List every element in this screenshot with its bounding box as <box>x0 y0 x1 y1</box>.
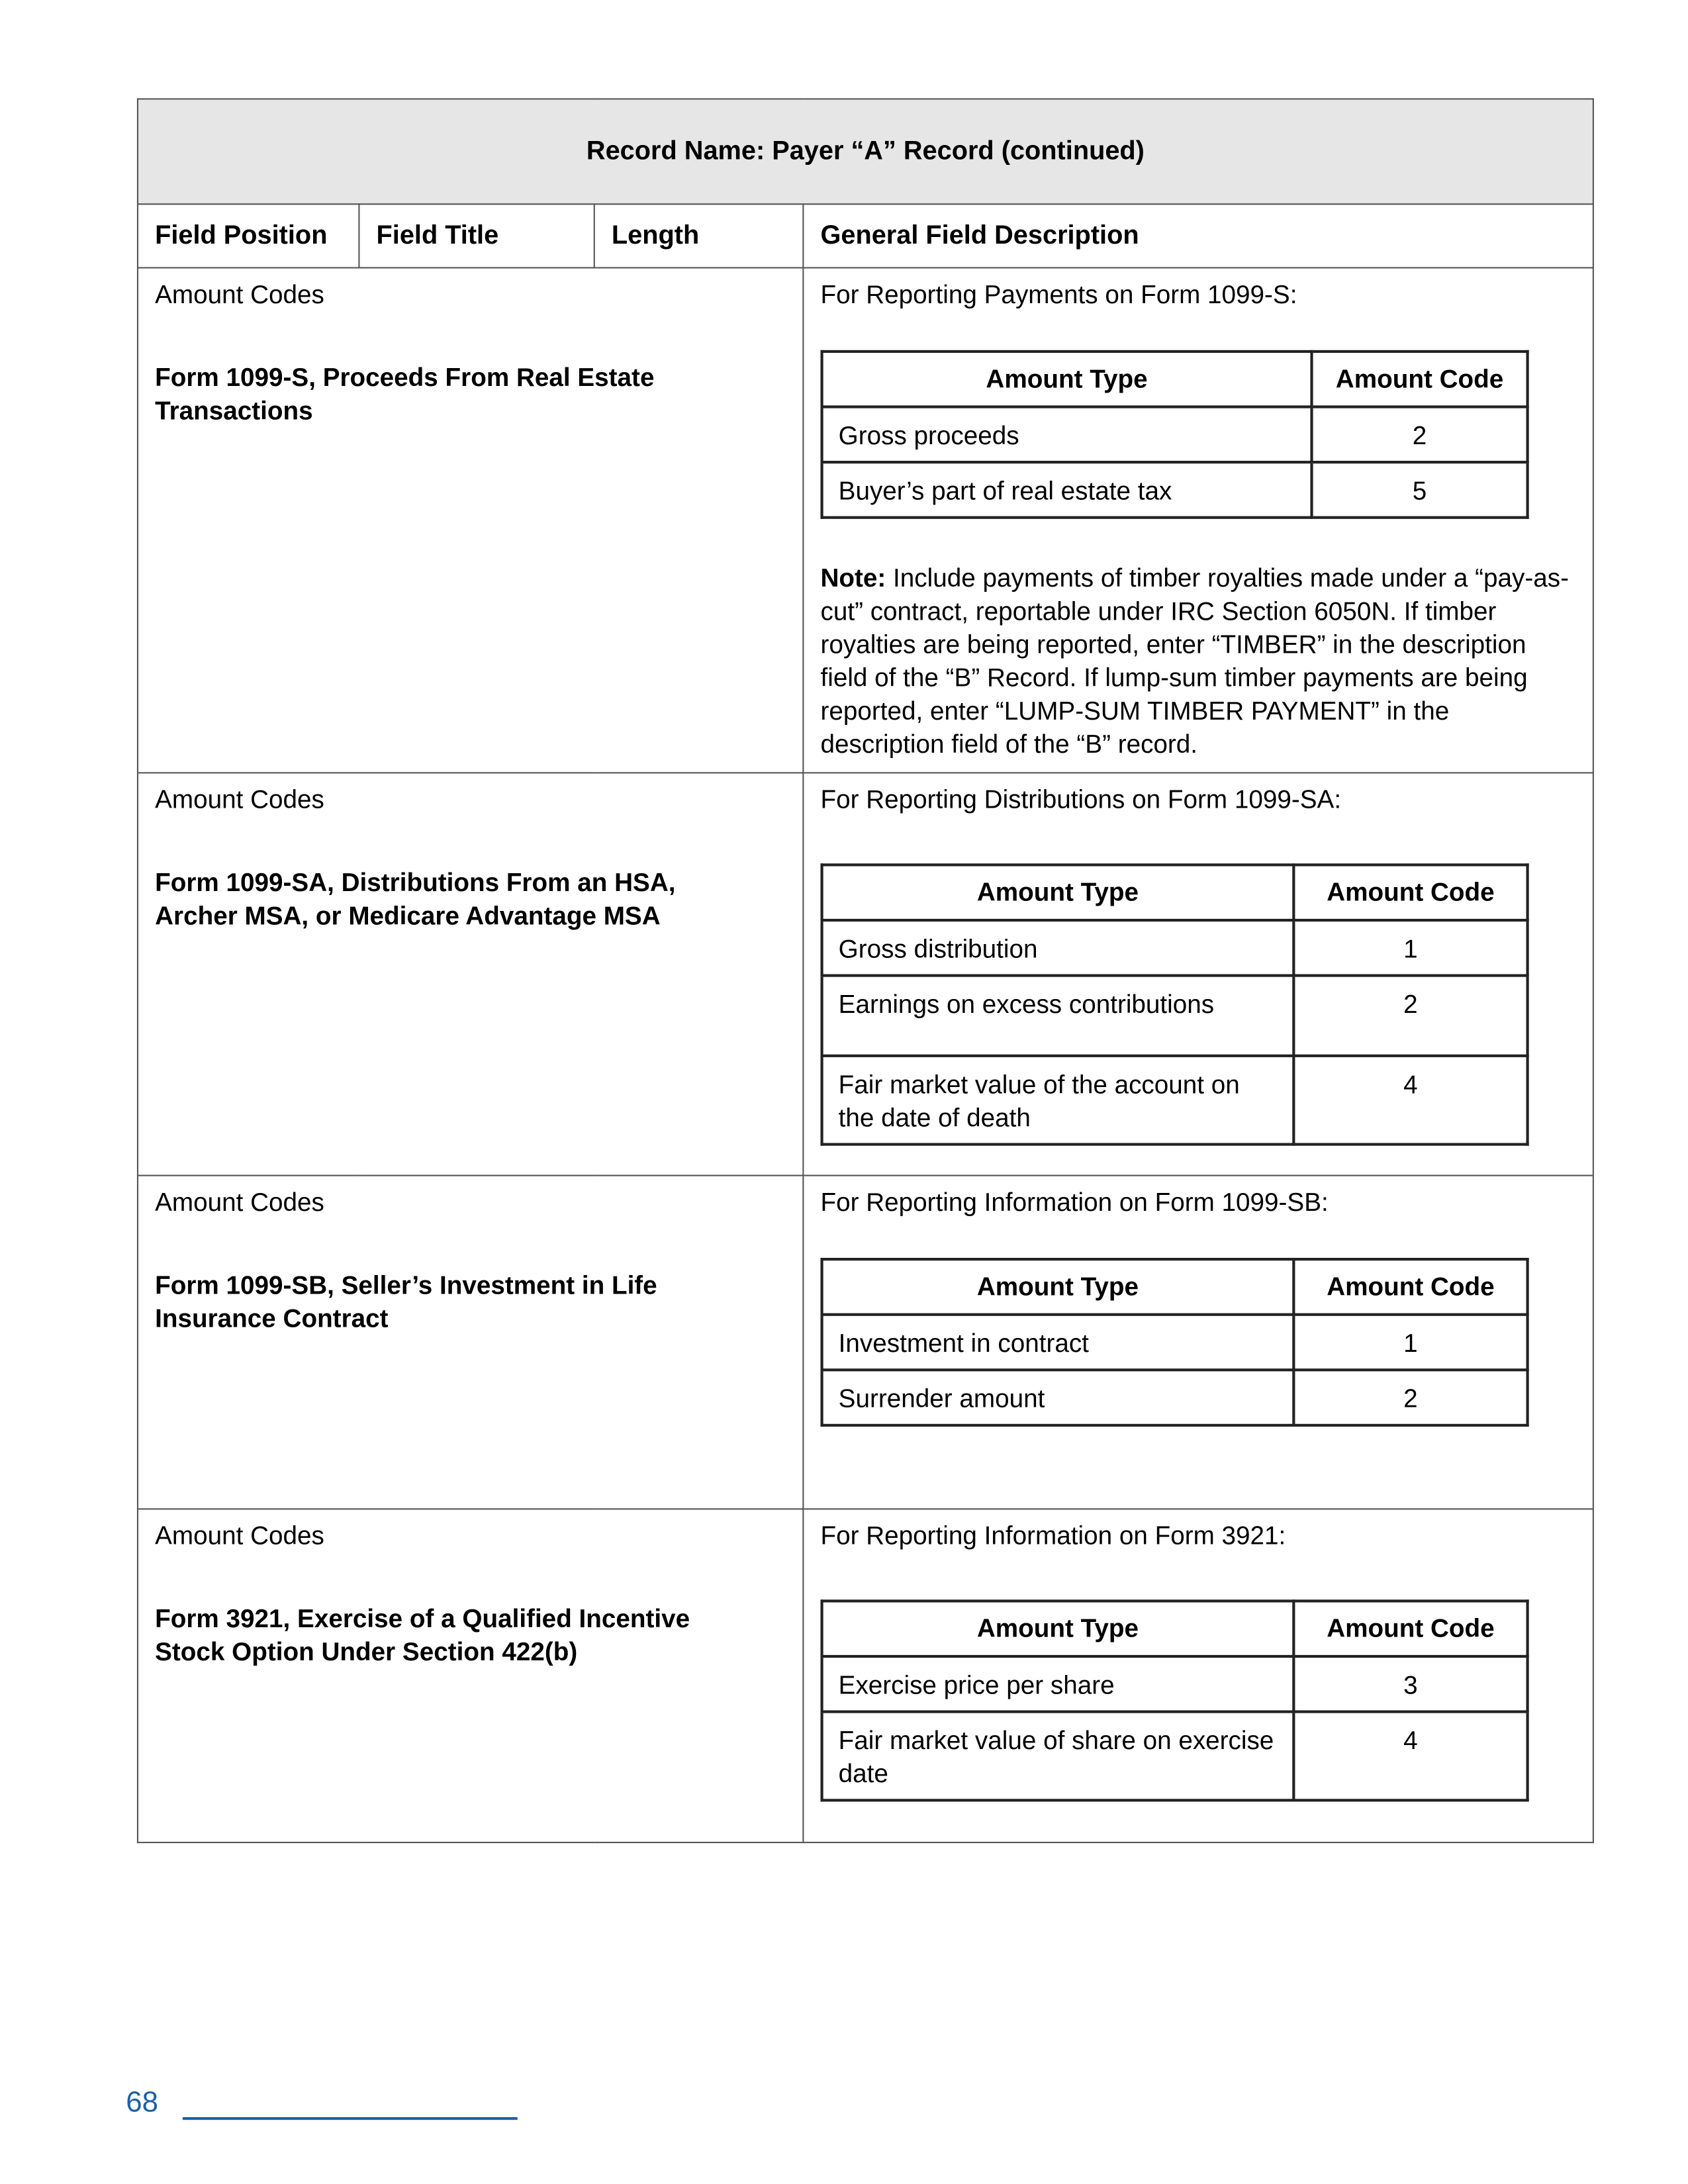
form-name: Form 1099-SB, Seller’s Investment in Life Insurance Contract <box>155 1270 657 1333</box>
col-amount-code: Amount Code <box>1312 352 1528 407</box>
table-row <box>822 1656 1528 1712</box>
payer-a-record-table <box>137 98 1594 1843</box>
col-amount-type: Amount Type <box>822 1259 1294 1315</box>
record-title: Record Name: Payer “A” Record (continued) <box>138 99 1593 204</box>
section-left-cell <box>138 1176 803 1509</box>
amount-code-cell: 2 <box>1312 407 1528 463</box>
section-lead: For Reporting Payments on Form 1099-S: <box>820 279 1297 309</box>
col-amount-type: Amount Type <box>822 352 1312 407</box>
amount-code-cell: 2 <box>1293 976 1527 1056</box>
amount-type-cell: Surrender amount <box>822 1370 1294 1425</box>
note-text: Include payments of timber royalties made under a “pay-as-cut” contract, reportable under IRC Section 6050N. If timber royalties are being reported, enter “TIMBER” in the description field of the “B” Record. If lump-sum timber payments are being reported, enter “LUMP-SUM TIMBER PAYMENT” in the description field of the “B” record. <box>820 563 1569 759</box>
table-row <box>822 1712 1528 1801</box>
table-row <box>822 462 1528 518</box>
amount-type-cell: Fair market value of share on exercise date <box>822 1712 1294 1801</box>
col-amount-code: Amount Code <box>1293 1601 1527 1656</box>
table-row <box>822 976 1528 1056</box>
amount-codes-label: Amount Codes <box>155 279 324 309</box>
form-name: Form 3921, Exercise of a Qualified Incentive Stock Option Under Section 422(b) <box>155 1603 690 1666</box>
header-field-title: Field Title <box>359 204 594 267</box>
table-row <box>822 1056 1528 1145</box>
section-1099-sa <box>138 773 1593 1175</box>
section-left-cell <box>138 1509 803 1842</box>
section-right-cell <box>803 267 1593 773</box>
footer-rule <box>183 2117 518 2120</box>
page-number: 68 <box>126 2087 159 2119</box>
col-amount-code: Amount Code <box>1293 865 1527 920</box>
section-right-cell <box>803 1509 1593 1842</box>
col-amount-type: Amount Type <box>822 865 1294 920</box>
note-label: Note: <box>820 563 886 593</box>
col-amount-code: Amount Code <box>1293 1259 1527 1315</box>
amount-type-cell: Buyer’s part of real estate tax <box>822 462 1312 518</box>
table-row <box>822 1370 1528 1425</box>
amount-code-cell: 4 <box>1293 1056 1527 1145</box>
amount-code-table <box>820 350 1528 519</box>
amount-code-cell: 3 <box>1293 1656 1527 1712</box>
amount-type-cell: Fair market value of the account on the date of death <box>822 1056 1294 1145</box>
section-3921 <box>138 1509 1593 1842</box>
table-row <box>822 1315 1528 1370</box>
amount-type-cell: Earnings on excess contributions <box>822 976 1294 1056</box>
amount-code-cell: 5 <box>1312 462 1528 518</box>
amount-code-cell: 1 <box>1293 1315 1527 1370</box>
amount-type-cell: Investment in contract <box>822 1315 1294 1370</box>
section-left-cell <box>138 267 803 773</box>
header-field-position: Field Position <box>138 204 359 267</box>
section-1099-sb <box>138 1176 1593 1509</box>
table-row <box>822 407 1528 463</box>
amount-type-cell: Exercise price per share <box>822 1656 1294 1712</box>
amount-code-cell: 2 <box>1293 1370 1527 1425</box>
header-length: Length <box>594 204 804 267</box>
amount-type-cell: Gross proceeds <box>822 407 1312 463</box>
section-lead: For Reporting Information on Form 3921: <box>820 1521 1286 1550</box>
section-lead: For Reporting Information on Form 1099-SB: <box>820 1187 1329 1217</box>
form-name: Form 1099-S, Proceeds From Real Estate Transactions <box>155 362 655 425</box>
amount-codes-label: Amount Codes <box>155 784 324 814</box>
amount-type-cell: Gross distribution <box>822 920 1294 976</box>
amount-codes-label: Amount Codes <box>155 1187 324 1217</box>
section-lead: For Reporting Distributions on Form 1099-SA: <box>820 784 1342 814</box>
section-1099-s <box>138 267 1593 773</box>
amount-code-cell: 1 <box>1293 920 1527 976</box>
amount-codes-label: Amount Codes <box>155 1521 324 1550</box>
amount-code-table <box>820 1599 1528 1801</box>
section-left-cell <box>138 773 803 1175</box>
table-row <box>822 920 1528 976</box>
section-right-cell <box>803 773 1593 1175</box>
section-right-cell <box>803 1176 1593 1509</box>
timber-note <box>820 562 1575 761</box>
amount-code-table <box>820 1258 1528 1427</box>
amount-code-table <box>820 863 1528 1145</box>
col-amount-type: Amount Type <box>822 1601 1294 1656</box>
header-description: General Field Description <box>803 204 1593 267</box>
amount-code-cell: 4 <box>1293 1712 1527 1801</box>
form-name: Form 1099-SA, Distributions From an HSA, Archer MSA, or Medicare Advantage MSA <box>155 867 676 930</box>
